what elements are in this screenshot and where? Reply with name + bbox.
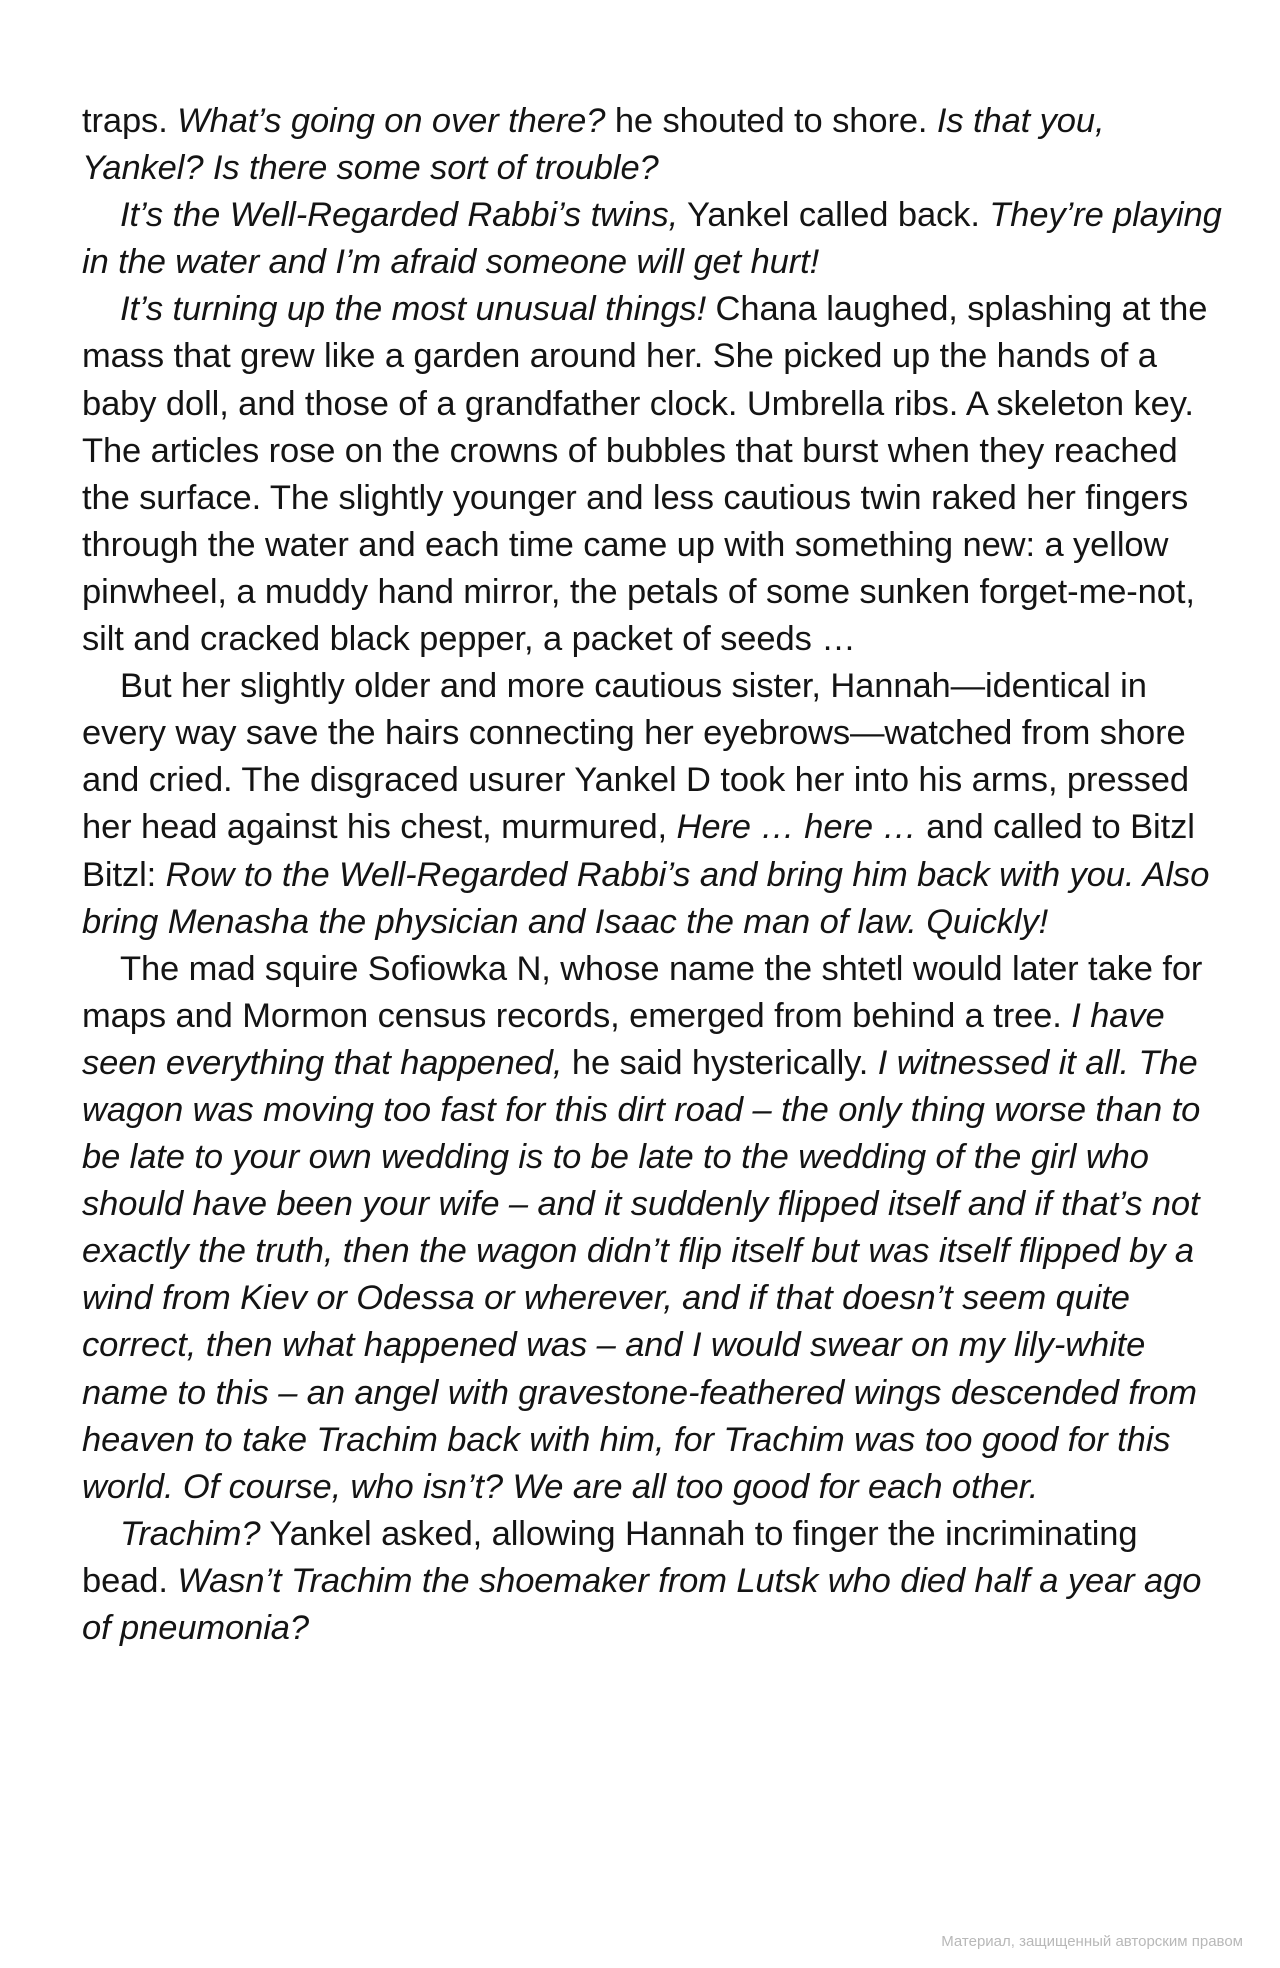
- text-run: he shouted to shore.: [605, 102, 937, 140]
- text-run: But her slightly older and more cautious sister, Hannah—identical in every way save the hairs connecting her eyebrows—watched from shore and cried. The disgraced usurer Yankel D took her into his arms, pressed her head against his chest, murmured,: [82, 667, 1189, 847]
- text-run-italic: It’s turning up the most unusual things!: [120, 290, 707, 329]
- paragraph-2: [82, 192, 1232, 286]
- paragraph-6: [82, 1511, 1232, 1652]
- text-run-italic: Trachim?: [120, 1514, 261, 1553]
- text-run: Yankel asked, allowing Hannah to finger the incriminating bead.: [82, 1514, 1138, 1600]
- paragraph-3: [82, 286, 1232, 663]
- text-run-italic: Wasn’t Trachim the shoemaker from Lutsk who died half a year ago of pneumonia?: [82, 1561, 1202, 1647]
- text-run-italic: They’re playing in the water and I’m afraid someone will get hurt!: [82, 196, 1222, 282]
- text-run-italic: What’s going on over there?: [177, 102, 606, 140]
- text-run-italic: Row to the Well-Regarded Rabbi’s and bring him back with you. Also bring Menasha the physician and Isaac the man of law. Quickly!: [82, 855, 1210, 941]
- text-run: Yankel called back.: [678, 196, 990, 235]
- text-run: and called to Bitzl Bitzl:: [82, 808, 1195, 894]
- copyright-watermark: Материал, защищенный авторским правом: [941, 1933, 1243, 1950]
- paragraph-4: [82, 663, 1232, 946]
- text-run: traps.: [82, 102, 178, 140]
- text-run-italic: It’s the Well-Regarded Rabbi’s twins,: [120, 196, 679, 235]
- text-run-italic: I have seen everything that happened,: [82, 996, 1165, 1082]
- text-run: he said hysterically.: [562, 1043, 878, 1082]
- text-run: Chana laughed, splashing at the mass that grew like a garden around her. She picked up the hands of a baby doll, and those of a grandfather clock. Umbrella ribs. A skeleton key. The articles rose on the crowns of bubbles that burst when they reached the surface. The slightly younger and less cautious twin raked her fingers through the water and each time came up with something new: a yellow pinwheel, a muddy hand mirror, the petals of some sunken forget-me-not, silt and cracked black pepper, a packet of seeds …: [82, 290, 1208, 659]
- text-run-italic: I witnessed it all. The wagon was moving too fast for this dirt road – the only thing worse than to be late to your own wedding is to be late to the wedding of the girl who should have been your wife – and it suddenly flipped itself and if that’s not exactly the truth, then the wagon didn’t flip itself but was itself flipped by a wind from Kiev or Odessa or wherever, and if that doesn’t seem quite correct, then what happened was – and I would swear on my lily-white name to this – an angel with gravestone-feathered wings descended from heaven to take Trachim back with him, for Trachim was too good for this world. Of course, who isn’t? We are all too good for each other.: [82, 1043, 1201, 1506]
- paragraph-5: [82, 946, 1232, 1511]
- paragraph-1: [82, 98, 1232, 192]
- text-run-italic: Is that you, Yankel? Is there some sort of trouble?: [82, 102, 1105, 188]
- body-text: [82, 98, 1232, 1652]
- text-run: The mad squire Sofiowka N, whose name the shtetl would later take for maps and Mormon census records, emerged from behind a tree.: [82, 949, 1203, 1035]
- text-run-italic: Here … here …: [676, 808, 917, 847]
